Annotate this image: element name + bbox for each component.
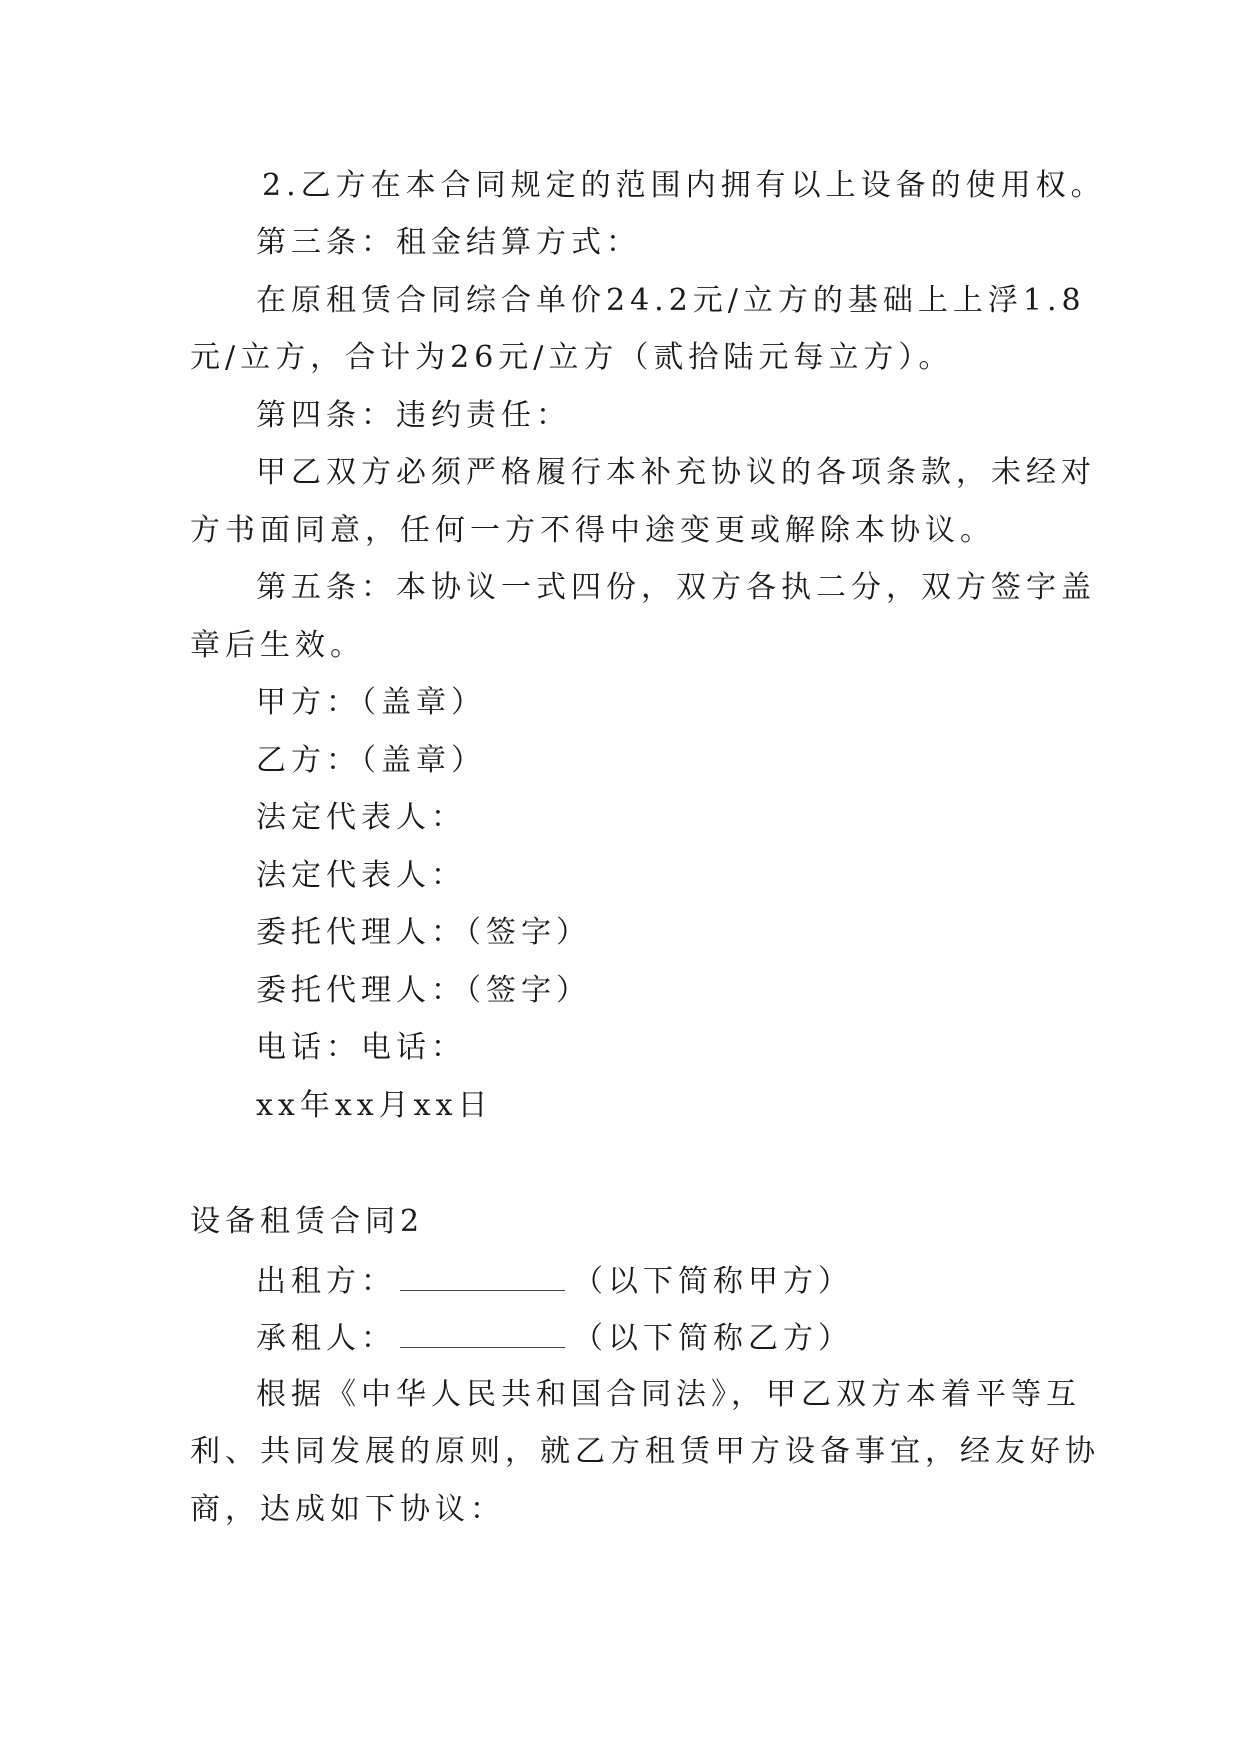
lessor-blank xyxy=(400,1260,565,1291)
intro-line-2: 利、共同发展的原则，就乙方租赁甲方设备事宜，经友好协 xyxy=(190,1434,1100,1469)
clause-2-text: 2.乙方在本合同规定的范围内拥有以上设备的使用权。 xyxy=(262,168,1106,203)
party-b-seal: 乙方：（盖章） xyxy=(256,743,486,778)
contract-2-title: 设备租赁合同2 xyxy=(190,1204,425,1239)
article-5-line-2: 章后生效。 xyxy=(190,628,365,663)
article-3-line-2: 元/立方，合计为26元/立方（贰拾陆元每立方）。 xyxy=(190,340,954,375)
article-3-title: 第三条：租金结算方式： xyxy=(256,225,641,260)
lessor-label: 出租方： xyxy=(256,1264,396,1299)
lessee-label: 承租人： xyxy=(256,1321,396,1356)
article-3-line-1: 在原租赁合同综合单价24.2元/立方的基础上上浮1.8 xyxy=(256,283,1086,318)
intro-line-1: 根据《中华人民共和国合同法》，甲乙双方本着平等互 xyxy=(256,1377,1081,1412)
phone-line: 电话：电话： xyxy=(256,1030,466,1065)
article-4-line-1: 甲乙双方必须严格履行本补充协议的各项条款，未经对 xyxy=(256,455,1096,490)
article-5-line-1: 第五条：本协议一式四份，双方各执二分，双方签字盖 xyxy=(256,570,1096,605)
date-line: xx年xx月xx日 xyxy=(256,1088,493,1123)
agent-a-signature: 委托代理人：（签字） xyxy=(256,915,591,950)
lessor-line xyxy=(256,1260,853,1302)
article-4-line-2: 方书面同意，任何一方不得中途变更或解除本协议。 xyxy=(190,513,995,548)
legal-representative-a: 法定代表人： xyxy=(256,800,466,835)
lessor-note: （以下简称甲方） xyxy=(573,1264,853,1299)
intro-line-3: 商，达成如下协议： xyxy=(190,1492,505,1527)
lessee-blank xyxy=(400,1317,565,1348)
lessee-note: （以下简称乙方） xyxy=(573,1321,853,1356)
legal-representative-b: 法定代表人： xyxy=(256,858,466,893)
agent-b-signature: 委托代理人：（签字） xyxy=(256,973,591,1008)
article-4-title: 第四条：违约责任： xyxy=(256,398,571,433)
party-a-seal: 甲方：（盖章） xyxy=(256,685,486,720)
lessee-line xyxy=(256,1317,853,1359)
